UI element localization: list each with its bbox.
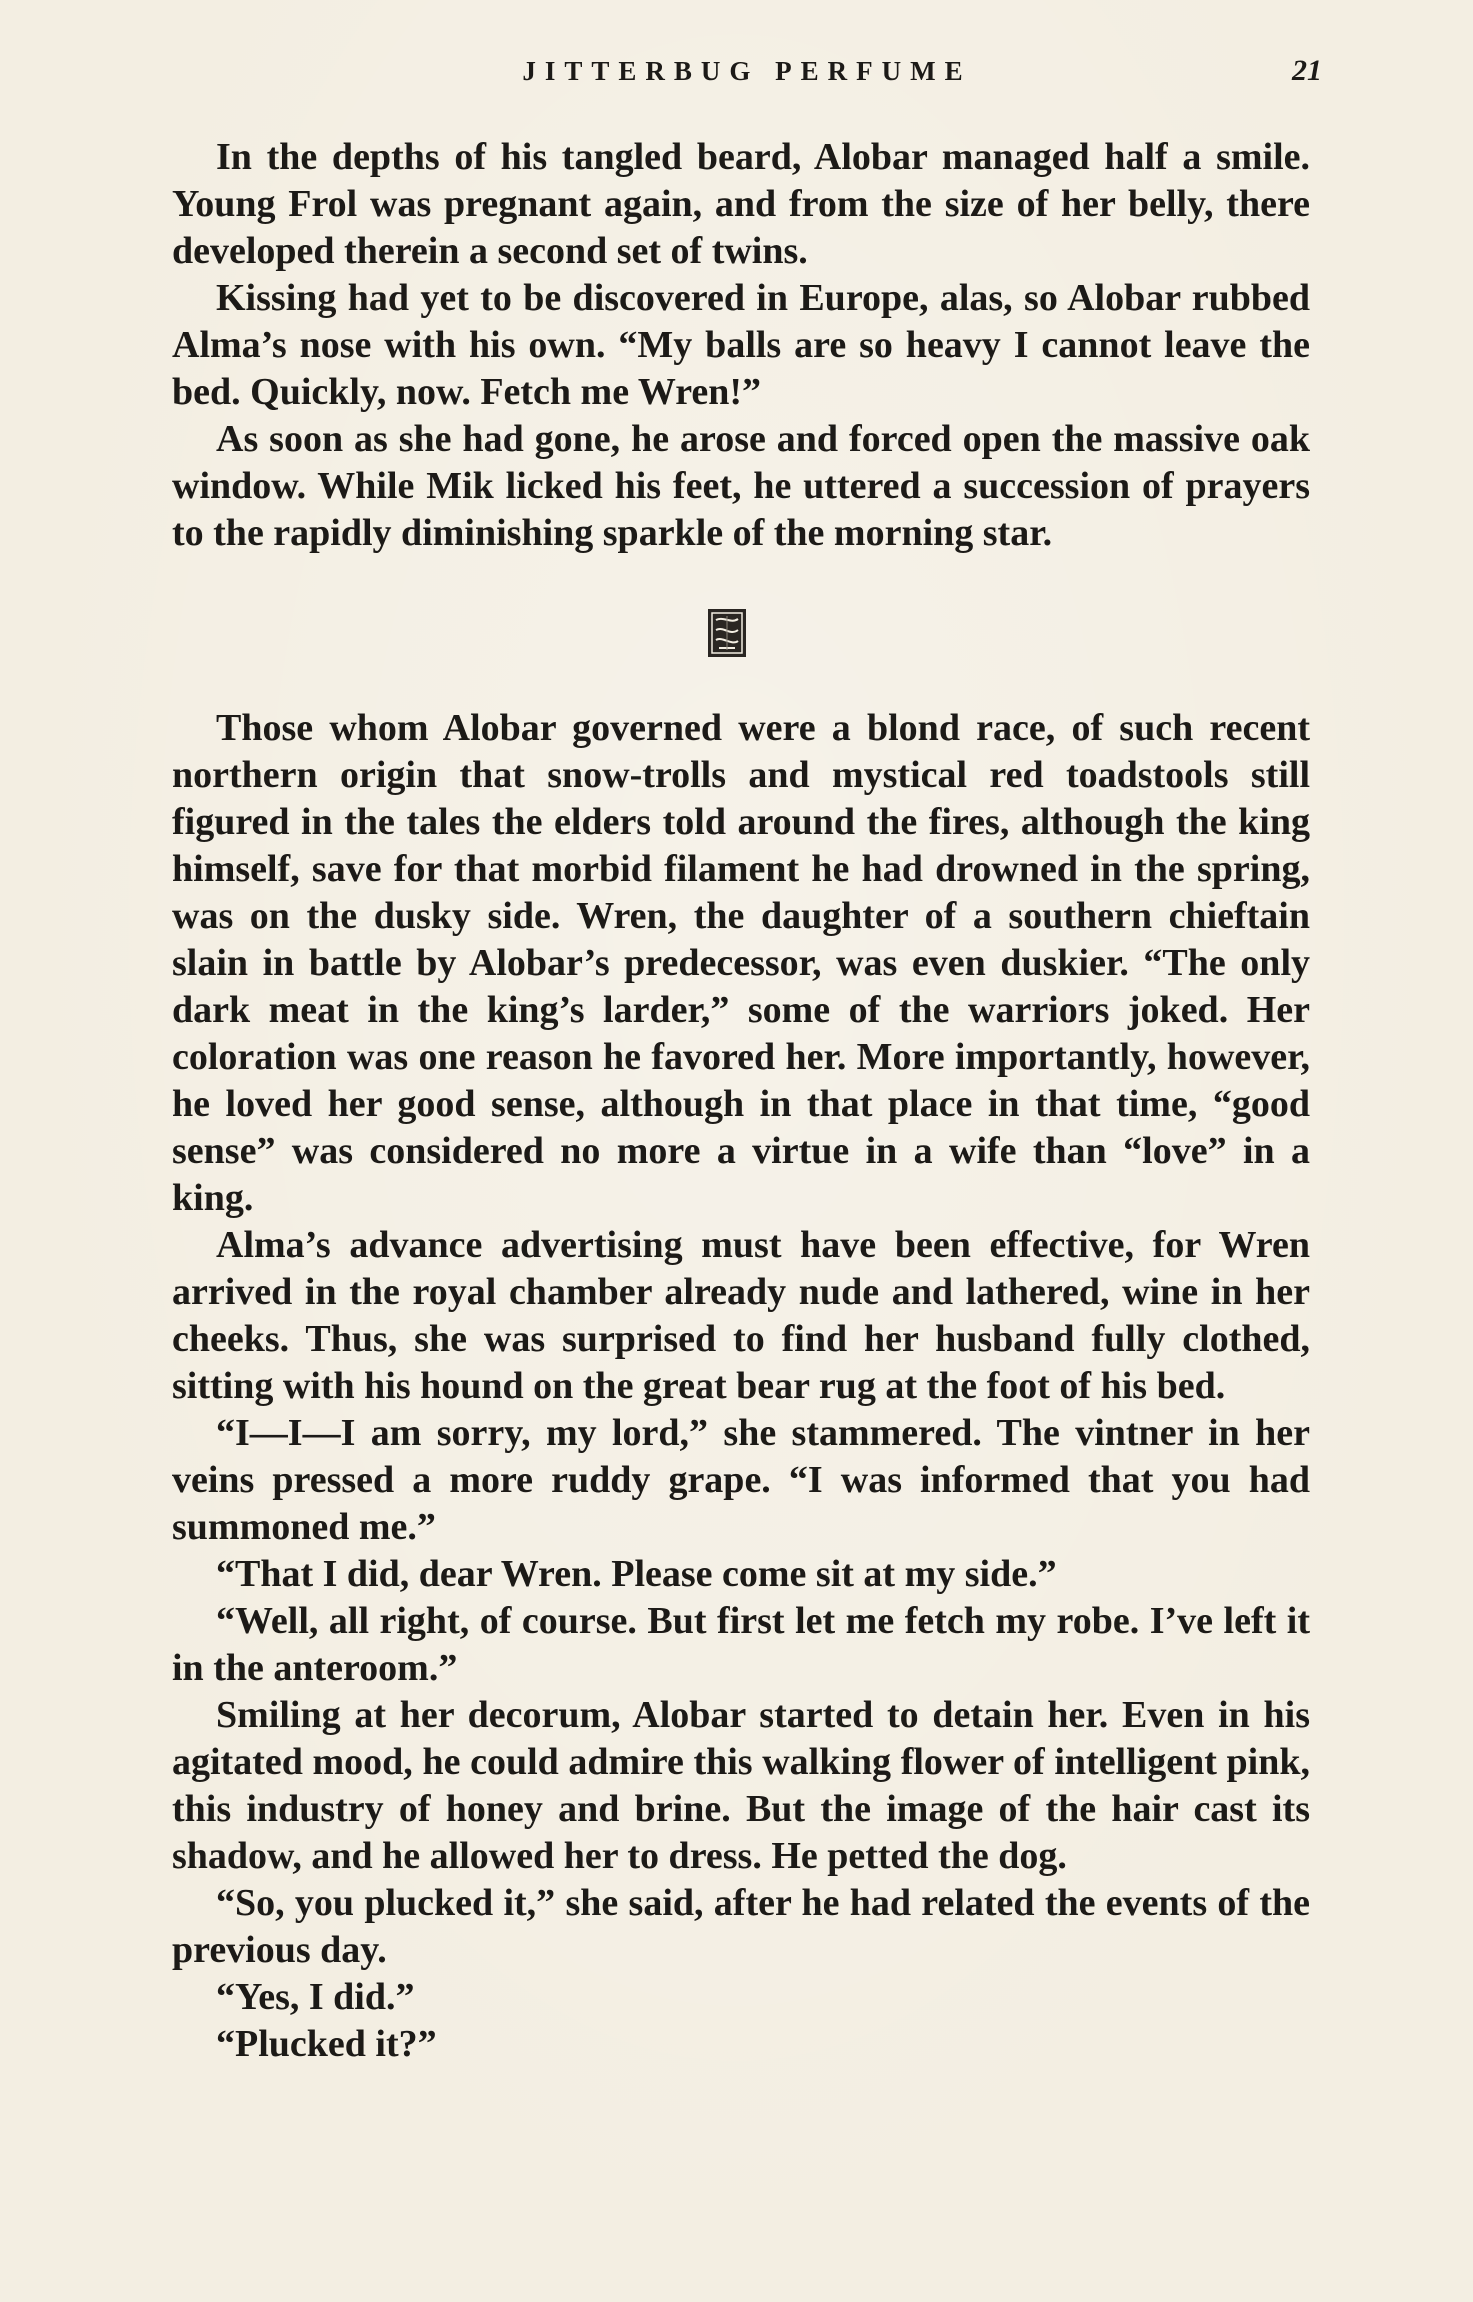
page-number: 21: [1292, 54, 1322, 87]
paragraph: “So, you plucked it,” she said, after he had related the events of the previous day.: [172, 1882, 1310, 1971]
paragraph: “Yes, I did.”: [216, 1976, 415, 2018]
paragraph: “Plucked it?”: [216, 2023, 437, 2065]
running-title: JITTERBUG PERFUME: [522, 56, 972, 86]
paragraph: Alma’s advance advertising must have been effective, for Wren arrived in the royal chamber already nude and lathered, wine in her cheeks. Thus, she was surprised to find her husband fully clothed, sitting with his hound on the great bear rug at the foot of his bed.: [172, 1224, 1310, 1407]
section-one-text: [172, 134, 1310, 557]
section-two-text: [172, 705, 1310, 2068]
section-break-ornament-icon: [707, 608, 747, 658]
paragraph: Smiling at her decorum, Alobar started to detain her. Even in his agitated mood, he could admire this walking flower of intelligent pink, this industry of honey and brine. But the image of the hair cast its shadow, and he allowed her to dress. He petted the dog.: [172, 1694, 1310, 1877]
paragraph: Kissing had yet to be discovered in Europe, alas, so Alobar rubbed Alma’s nose with his own. “My balls are so heavy I cannot leave the bed. Quickly, now. Fetch me Wren!”: [172, 277, 1310, 413]
paragraph: As soon as she had gone, he arose and forced open the massive oak window. While Mik licked his feet, he uttered a succession of prayers to the rapidly diminishing sparkle of the morning star.: [172, 418, 1310, 554]
paragraph: Those whom Alobar governed were a blond race, of such recent northern origin that snow-trolls and mystical red toadstools still figured in the tales the elders told around the fires, although the king himself, save for that morbid filament he had drowned in the spring, was on the dusky side. Wren, the daughter of a southern chieftain slain in battle by Alobar’s predecessor, was even duskier. “The only dark meat in the king’s larder,” some of the warriors joked. Her coloration was one reason he favored her. More importantly, however, he loved her good sense, although in that place in that time, “good sense” was considered no more a virtue in a wife than “love” in a king.: [172, 707, 1310, 1219]
paragraph: In the depths of his tangled beard, Alobar managed half a smile. Young Frol was pregnant again, and from the size of her belly, there developed therein a second set of twins.: [172, 136, 1310, 272]
paragraph: “I—I—I am sorry, my lord,” she stammered. The vintner in her veins pressed a more ruddy grape. “I was informed that you had summoned me.”: [172, 1412, 1310, 1548]
running-header: [172, 56, 1322, 96]
paragraph: “That I did, dear Wren. Please come sit at my side.”: [216, 1553, 1057, 1595]
paragraph: “Well, all right, of course. But first let me fetch my robe. I’ve left it in the anteroom.”: [172, 1600, 1310, 1689]
